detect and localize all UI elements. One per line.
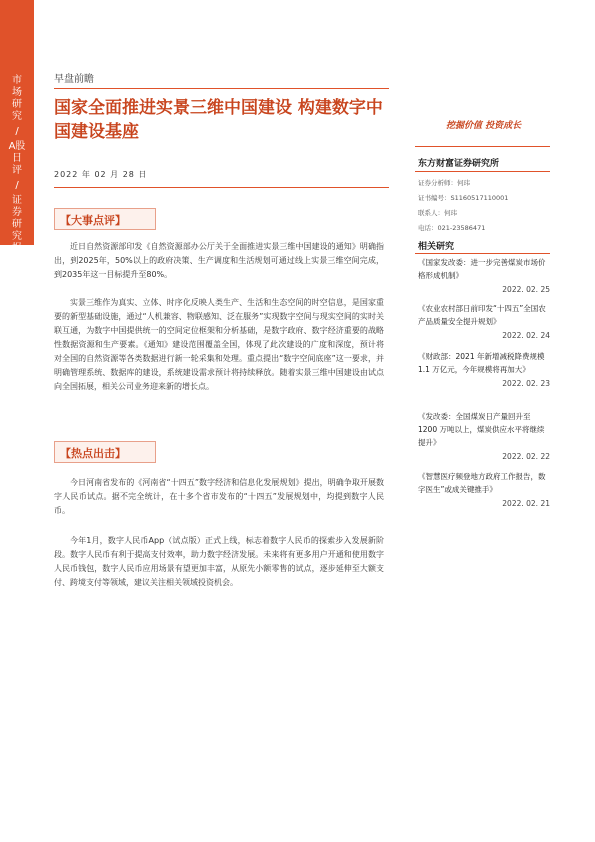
related-item-title[interactable]: 《发改委：全国煤炭日产量回升至 1200 万吨以上，煤炭供应水平将继续提升》 — [418, 412, 545, 447]
analyst-name: 证券分析师：何玮 — [418, 179, 470, 187]
body-paragraph: 今年1月，数字人民币App（试点版）正式上线，标志着数字人民币的探索步入发展新阶段。数字人民币有利于提高支付效率，助力数字经济发展。未来将有更多用户开通和使用数字人民币钱包，数字人民币应用场景有望更加丰富，从原先小额零售的试点，逐步延伸至大额支付、跨境支付等领域，建议关注相关领域投资机会。 — [54, 536, 384, 587]
related-item[interactable] — [418, 302, 550, 340]
related-item-title[interactable]: 《财政部：2021 年新增减税降费规模 1.1 万亿元，今年规模将再加大》 — [418, 352, 545, 374]
related-item-title[interactable]: 《国家发改委：进一步完善煤炭市场价格形成机制》 — [418, 258, 546, 280]
body-paragraph: 近日自然资源部印发《自然资源部办公厅关于全面推进实景三维中国建设的通知》明确指出，到2025年，50%以上的政府决策、生产调度和生活规划可通过线上实景三维空间完成，到2035年这一目标提升至80%。 — [54, 242, 384, 279]
related-research-title: 相关研究 — [418, 242, 455, 252]
slogan: 挖掘价值 投资成长 — [446, 121, 522, 131]
sidebar-band — [0, 0, 34, 266]
body-paragraph: 实景三维作为真实、立体、时序化反映人类生产、生活和生态空间的时空信息，是国家重要的新型基础设施，通过“人机兼容、物联感知、泛在服务”实现数字空间与现实空间的实时关联互通，为数字中国提供统一的空间定位框架和分析基础，是数字政府、数字经济重要的战略性数据资源和生产要素。《通知》建设范围覆盖全国，体现了此次建设的广度和深度，预计将对全国的自然资源等各类数据进行新一轮采集和处理。重点提出“数字空间底座”这一要求，并明确管理系统、数据库的建设，系统建设需求预计将持续释放。随着实景三维中国建设由试点向全国拓展，相关公司业务迎来新的增长点。 — [54, 298, 384, 391]
phone-number: 电话：021-23586471 — [418, 224, 486, 232]
sidebar-label — [8, 75, 26, 267]
section-label: 早盘前瞻 — [54, 74, 94, 85]
report-date: 2022 年 02 月 28 日 — [54, 170, 148, 179]
institute-divider-bottom — [415, 171, 550, 172]
sidebar-separator: / — [15, 180, 19, 191]
section-heading-hot-topics — [54, 441, 156, 463]
sidebar-part-daily-review: A股日评 — [8, 141, 26, 176]
related-item[interactable] — [418, 410, 550, 461]
cert-number: 证书编号：S1160517110001 — [418, 194, 509, 202]
related-item-title[interactable]: 《农业农村部日前印发“十四五”全国农产品质量安全提升规划》 — [418, 304, 546, 326]
related-item-title[interactable]: 《智慧医疗频登地方政府工作报告，数字医生”或成关键推手》 — [418, 472, 546, 494]
section-heading-major-events — [54, 208, 156, 230]
report-title: 国家全面推进实景三维中国建设 构建数字中国建设基座 — [54, 98, 383, 142]
top-divider — [54, 88, 389, 89]
date-divider — [54, 187, 389, 188]
related-item[interactable] — [418, 350, 550, 388]
related-item-date: 2022. 02. 24 — [502, 331, 550, 340]
related-item-date: 2022. 02. 21 — [502, 499, 550, 508]
institute-name: 东方财富证券研究所 — [418, 159, 500, 169]
related-item[interactable] — [418, 256, 550, 294]
sidebar-part-research-report: 证券研究报告 — [12, 195, 22, 266]
sidebar-part-market-research: 市场研究 — [12, 75, 22, 122]
body-paragraph: 今日河南省发布的《河南省“十四五”数字经济和信息化发展规划》提出，明确争取开展数字人民币试点。据不完全统计，在十多个省市发布的“十四五”发展规划中，均提到数字人民币。 — [54, 478, 384, 515]
contact-person: 联系人：何玮 — [418, 209, 457, 217]
related-item[interactable] — [418, 470, 550, 508]
related-item-date: 2022. 02. 23 — [502, 379, 550, 388]
related-item-date: 2022. 02. 25 — [502, 285, 550, 294]
related-divider — [415, 253, 550, 254]
section-heading-text: 【热点出击】 — [60, 447, 126, 460]
related-item-date: 2022. 02. 22 — [502, 452, 550, 461]
section-heading-text: 【大事点评】 — [60, 214, 126, 227]
sidebar-separator: / — [15, 126, 19, 137]
institute-divider-top — [415, 146, 550, 147]
